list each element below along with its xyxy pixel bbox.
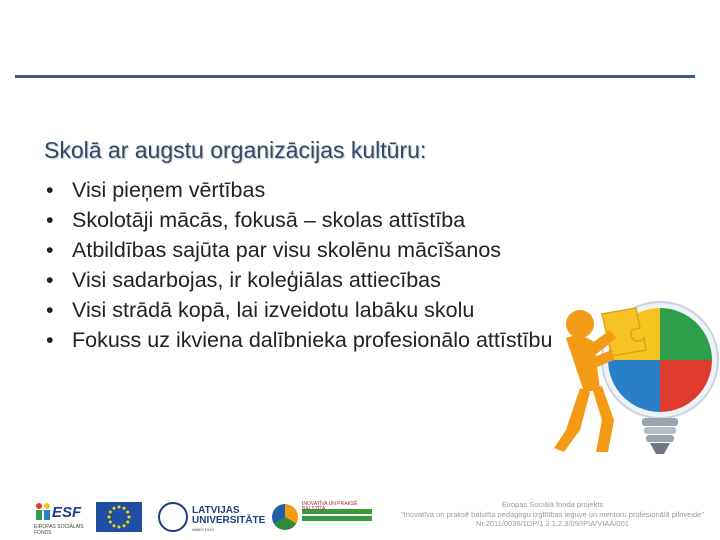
project-name: "Inovatīva un praksē balstīta pedagogu izglītības ieguve un mentoru profesionālā pilnveide" xyxy=(400,509,705,519)
slide-heading: Skolā ar augstu organizācijas kultūru: xyxy=(44,137,427,163)
footer-logos xyxy=(0,496,720,540)
list-item: • Atbildības sajūta par visu skolēnu mācīšanos xyxy=(46,235,586,265)
bullet-icon: • xyxy=(46,208,54,232)
university-seal-icon xyxy=(158,502,188,532)
university-name: LATVIJAS UNIVERSITĀTE xyxy=(192,505,266,526)
bullet-icon: • xyxy=(46,268,54,292)
list-item: • Fokuss uz ikviena dalībnieka profesionālo attīstību xyxy=(46,325,586,355)
bullet-icon: • xyxy=(46,238,54,262)
bullet-list xyxy=(46,175,586,355)
bullet-icon: • xyxy=(46,298,54,322)
project-number: Nr.2011/0036/1DP/1.2.1.2.3/09/IPIA/VIAA/001 xyxy=(476,519,629,528)
bullet-icon: • xyxy=(46,328,54,352)
top-divider xyxy=(15,75,695,78)
list-item: • Visi sadarbojas, ir koleģiālas attiecības xyxy=(46,265,586,295)
bullet-icon: • xyxy=(46,178,54,202)
puzzle-lightbulb-illustration xyxy=(540,280,720,470)
esf-subtitle: EIROPAS SOCIĀLAIS FONDS xyxy=(34,524,84,536)
eu-flag-icon xyxy=(96,502,142,532)
university-of-latvia-logo xyxy=(158,500,266,536)
list-item: • Visi strādā kopā, lai izveidotu labāku skolu xyxy=(46,295,586,325)
esf-logo xyxy=(34,500,86,538)
project-logo-title: INOVATĪVA UN PRAKSĒ BALSTĪTA xyxy=(302,502,372,507)
esf-title: ESF xyxy=(52,504,82,521)
project-title: Eiropas Sociālā fonda projekts xyxy=(501,500,604,509)
esf-figures-icon xyxy=(34,502,52,522)
list-item: • Visi pieņem vērtības xyxy=(46,175,586,205)
university-motto: ANNO 1919 xyxy=(192,527,214,532)
project-circle-icon xyxy=(272,504,298,530)
project-logo xyxy=(272,502,372,532)
project-info xyxy=(390,500,715,529)
list-item: • Skolotāji mācās, fokusā – skolas attīstība xyxy=(46,205,586,235)
